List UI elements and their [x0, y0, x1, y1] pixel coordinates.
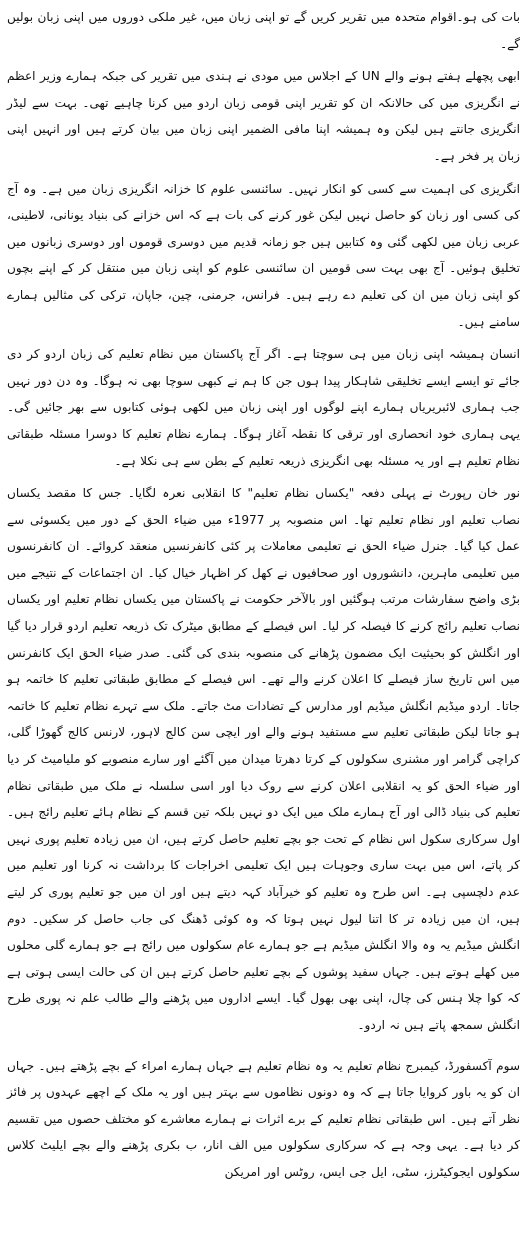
- article-paragraph-6: سوم آکسفورڈ، کیمبرج نظام تعلیم یہ وہ نظام تعلیم ہے جہاں ہمارے امراء کے بچے پڑھتے ہیں۔ جہاں ان کو یہ باور کروایا جاتا ہے کہ وہ دونوں نظاموں سے بہتر ہیں اور یہ ملک کے اچھے عہدوں پر فائز نظر آتے ہیں۔ اس طبقاتی نظام تعلیم کے برے اثرات نے ہمارے معاشرے کو مختلف حصوں میں تقسیم کر دیا ہے۔ یہی وجہ ہے کہ سرکاری سکولوں میں الف انار، ب بکری پڑھنے والے بچے ایلیٹ کلاس سکولوں ایجوکیٹرز، سٹی، ایل جی ایس، روٹس اور امریکن: [7, 1058, 520, 1179]
- article-paragraph-1: بات کی ہو۔اقوام متحدہ میں تقریر کریں گے تو اپنی زبان میں، غیر ملکی دوروں میں اپنی زبان بولیں گے۔: [7, 10, 520, 51]
- article-paragraph-3: انگریزی کی اہمیت سے کسی کو انکار نہیں۔ سائنسی علوم کا خزانہ انگریزی زبان میں ہے۔ وہ آج کی کسی اور زبان کو حاصل نہیں لیکن غور کرنے کی بات ہے کہ اس خزانے کی بنیاد یونانی، لاطینی، عربی زبان میں لکھی گئی وہ کتابیں ہیں جو زمانہ قدیم میں دوسری قوموں اور دوسری زبانوں میں تخلیق ہوئیں۔ آج بھی بہت سی قومیں ان سائنسی علوم کو اپنی زبان میں منتقل کر کے اپنے بچوں کو اپنی زبان میں ان کی تعلیم دے رہے ہیں۔ فرانس، جرمنی، چین، جاپان، ترکی کی مثالیں ہمارے سامنے ہیں۔: [7, 181, 520, 329]
- article-paragraph-2: ابھی پچھلے ہفتے ہونے والے UN کے اجلاس میں مودی نے ہندی میں تقریر کی جبکہ ہمارے وزیر اعظم نے انگریزی میں کی حالانکہ ان کو تقریر اپنی قومی زبان اردو میں کرنا چاہیے تھی۔ بہت سے لیڈر انگریزی جانتے ہیں لیکن وہ ہمیشہ اپنا مافی الضمیر اپنی زبان میں بیان کرتے ہیں اور انہیں اپنی زبان پر فخر ہے۔: [7, 69, 520, 163]
- article-paragraph-4: انسان ہمیشہ اپنی زبان میں ہی سوچتا ہے۔ اگر آج پاکستان میں نظام تعلیم کی زبان اردو کر دی جائے تو ایسے ایسے تخلیقی شاہکار پیدا ہوں جن کا ہم نے کبھی سوچا بھی نہ ہوگا۔ وہ دن دور نہیں جب ہماری لائبریریاں ہمارے اپنے لوگوں اور اپنی زبان میں لکھی ہوئی کتابوں سے بھر جائیں گی۔ یہی ہماری خود انحصاری اور ترقی کا نقطہ آغاز ہوگا۔ ہمارے نظام تعلیم کا دوسرا مسئلہ طبقاتی نظام تعلیم ہے اور یہ مسئلہ بھی انگریزی ذریعہ تعلیم کے بطن سے ہی نکلا ہے۔: [7, 347, 520, 468]
- article-paragraph-5: نور خان رپورٹ نے پہلی دفعہ "یکساں نظام تعلیم" کا انقلابی نعرہ لگایا۔ جس کا مقصد یکساں نصاب تعلیم اور نظام تعلیم تھا۔ اس منصوبہ پر 1977ء میں ضیاء الحق کے دور میں یکسوئی سے عمل کیا گیا۔ جنرل ضیاء الحق نے تعلیمی معاملات پر کئی کانفرنسیں منعقد کروائے۔ ان کانفرنسوں میں تعلیمی ماہرین، دانشوروں اور صحافیوں نے کھل کر اظہار خیال کیا۔ ان اجتماعات کے نتیجے میں بڑی واضح سفارشات مرتب ہوگئیں اور بالآخر حکومت نے پاکستان میں یکساں نظام تعلیم اور یکساں نصاب تعلیم رائج کرنے کا فیصلہ کر لیا۔ اس فیصلے کے مطابق میٹرک تک ذریعہ تعلیم اردو قرار دیا گیا اور انگلش کو بحیثیت ایک مضمون پڑھانے کی منصوبہ بندی کی گئی۔ صدر ضیاء الحق ایک کانفرنس میں اس تاریخ ساز فیصلے کا اعلان کرنے والے تھے۔ اس فیصلے کے مطابق طبقاتی تعلیم کا خاتمہ ہو جاتا۔ اردو میڈیم انگلش میڈیم اور مدارس کے تضادات مٹ جاتے۔ ملک سے تہرے نظام تعلیم کا خاتمہ ہو جاتا لیکن طبقاتی تعلیم سے مستفید ہونے والے اور ایچی سن کالج لاہور، لارنس کالج گھوڑا گلی، کراچی گرامر اور مشنری سکولوں کے کرتا دھرتا میدان میں آگئے اور سارے منصوبے کو ملیامیٹ کر دیا اور ضیاء الحق کو یہ انقلابی اعلان کرنے سے روک دیا اور اسی سلسلہ نے ملک میں طبقاتی نظام تعلیم کی بنیاد ڈالی اور آج ہمارے ملک میں ایک دو نہیں بلکہ تین قسم کے نظام ہائے تعلیم رائج ہیں۔ اول سرکاری سکول اس نظام کے تحت جو بچے تعلیم حاصل کرتے ہیں، ان میں زیادہ تعلیم پوری نہیں کر پاتے، اس میں بہت ساری وجوہات ہیں ایک تعلیمی اخراجات کا برداشت نہ کرنا اور تعلیم میں عدم دلچسپی ہے۔ اس طرح وہ تعلیم کو خیرآباد کہہ دیتے ہیں اور ان میں جو تعلیم پوری کر لیتے ہیں، ان میں زیادہ تر کا اتنا لیول نہیں ہوتا کہ وہ کوئی ڈھنگ کی جاب حاصل کر سکیں۔ دوم انگلش میڈیم یہ وہ والا انگلش میڈیم ہے جو ہمارے عام سکولوں میں رائج ہے جو ہمارے گلی محلوں میں کھلے ہوتے ہیں۔ جہاں سفید پوشوں کے بچے تعلیم حاصل کرتے ہیں ان کی حالت ایسی ہوتی ہے کہ کوا چلا ہنس کی چال، اپنی بھی بھول گیا۔ ایسے اداروں میں پڑھنے والے طالب علم نہ پوری طرح انگلش سمجھ پاتے ہیں نہ اردو۔: [7, 486, 520, 1032]
